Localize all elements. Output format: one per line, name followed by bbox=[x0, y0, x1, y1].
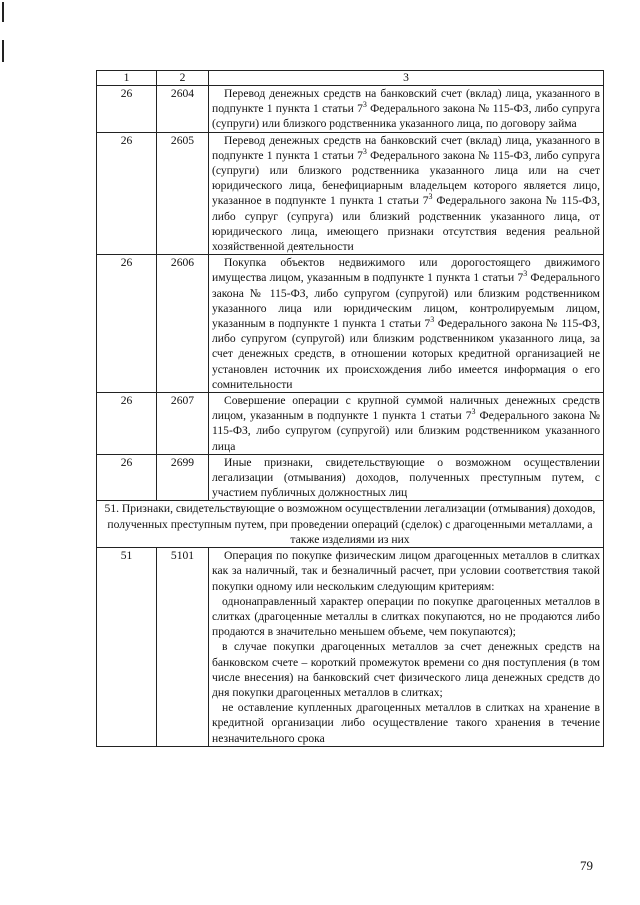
scan-mark-middle bbox=[2, 40, 4, 62]
indicator-code: 2699 bbox=[157, 454, 209, 501]
table-row bbox=[97, 454, 604, 501]
indicator-code: 2604 bbox=[157, 86, 209, 133]
section-heading: 51. Признаки, свидетельствующие о возможном осуществлении легализации (отмывания) доходов, полученных преступным путем, при проведении операций (сделок) с драгоценными металлами, а также изделиями из них bbox=[97, 501, 604, 548]
header-col-1: 1 bbox=[97, 71, 157, 86]
criterion-item: не оставление купленных драгоценных металлов в слитках на хранение в кредитной организации либо осуществление такого хранения в течение незначительного срока bbox=[212, 701, 600, 745]
table-header-row bbox=[97, 71, 604, 86]
scan-mark-top bbox=[2, 2, 4, 22]
indicator-description: Совершение операции с крупной суммой наличных денежных средств лицом, указанным в подпункте 1 пункта 1 статьи $7^3$ Федерального закона № 115-ФЗ, либо супругом (супругой) или близким родственником указанного лица bbox=[209, 393, 604, 455]
indicator-description bbox=[209, 548, 604, 747]
criteria-table bbox=[96, 70, 604, 747]
group-code: 51 bbox=[97, 548, 157, 747]
table-row bbox=[97, 548, 604, 747]
table-row bbox=[97, 86, 604, 133]
criterion-item: в случае покупки драгоценных металлов за счет денежных средств на банковском счете – короткий промежуток времени со дня поступления (в том числе внесения) на банковский счет физического лица денежных средств до дня покупки драгоценных металлов в слитках; bbox=[212, 640, 600, 699]
criterion-item: однонаправленный характер операции по покупке драгоценных металлов в слитках (драгоценные металлы в слитках покупаются, но не продаются либо продаются в значительно меньшем объеме, чем покупаются); bbox=[212, 594, 600, 639]
indicator-description: Покупка объектов недвижимого или дорогостоящего движимого имущества лицом, указанным в подпункте 1 пункта 1 статьи $7^3$ Федерального закона № 115-ФЗ, либо супругом (супругой) или близким родственником указанного лица или юридическим лицом, контролируемым лицом, указанным в подпункте 1 пункта 1 статьи $7^3$ Федерального закона № 115-ФЗ, либо супругом (супругой) или близким родственником указанного лица, за счет денежных средств, в отношении которых кредитной организацией не установлен источник их происхождения либо имеется информация о его сомнительности bbox=[209, 255, 604, 393]
section-heading-row bbox=[97, 501, 604, 548]
indicator-description: Перевод денежных средств на банковский счет (вклад) лица, указанного в подпункте 1 пункта 1 статьи $7^3$ Федерального закона № 115-ФЗ, либо супруга (супруги) или близкого родственника указанного лица или на счет юридического лица, бенефициарным владельцем которого является лицо, указанное в подпункте 1 пункта 1 статьи $7^3$ Федерального закона № 115-ФЗ, либо супруг (супруга) или близкий родственник указанного лица, от юридического лица, имеющего признаки отсутствия ведения реальной хозяйственной деятельности bbox=[209, 132, 604, 255]
group-code: 26 bbox=[97, 454, 157, 501]
indicator-code: 5101 bbox=[157, 548, 209, 747]
table-row bbox=[97, 255, 604, 393]
criteria-intro: Операция по покупке физическим лицом драгоценных металлов в слитках как за наличный, так и безналичный расчет, при условии соответствия такой покупки одному или нескольким следующим критериям: bbox=[212, 549, 600, 593]
page-number: 79 bbox=[580, 858, 593, 873]
indicator-description: Перевод денежных средств на банковский счет (вклад) лица, указанного в подпункте 1 пункта 1 статьи $7^3$ Федерального закона № 115-ФЗ, либо супруга (супруги) или близкого родственника указанного лица, по договору займа bbox=[209, 86, 604, 133]
indicator-description: Иные признаки, свидетельствующие о возможном осуществлении легализации (отмывания) доходов, полученных преступным путем, с участием публичных должностных лиц bbox=[209, 454, 604, 501]
indicator-code: 2607 bbox=[157, 393, 209, 455]
group-code: 26 bbox=[97, 393, 157, 455]
table-row bbox=[97, 393, 604, 455]
header-col-3: 3 bbox=[209, 71, 604, 86]
indicator-code: 2605 bbox=[157, 132, 209, 255]
group-code: 26 bbox=[97, 132, 157, 255]
group-code: 26 bbox=[97, 255, 157, 393]
group-code: 26 bbox=[97, 86, 157, 133]
header-col-2: 2 bbox=[157, 71, 209, 86]
indicator-code: 2606 bbox=[157, 255, 209, 393]
table-row bbox=[97, 132, 604, 255]
